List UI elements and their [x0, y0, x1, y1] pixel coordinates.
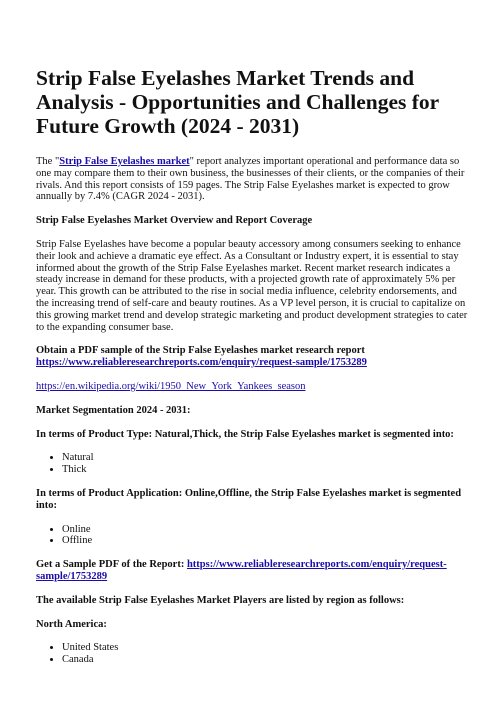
product-type-heading: In terms of Product Type: Natural,Thick, the Strip False Eyelashes market is segmented into: [36, 428, 454, 440]
list-item: • Online [62, 524, 468, 536]
page-title: Strip False Eyelashes Market Trends and Analysis - Opportunities and Challenges for Future Growth (2024 - 2031) [36, 66, 439, 138]
sample-request-link[interactable]: https://www.reliableresearchreports.com/enquiry/request-sample/1753289 [36, 357, 367, 369]
north-america-heading: North America: [36, 618, 107, 630]
sample-pdf-link[interactable]: https://www.reliableresearchreports.com/enquiry/request-sample/1753289 [36, 559, 447, 582]
market-link[interactable]: Strip False Eyelashes market [59, 156, 190, 167]
intro-suffix: " report analyzes important operational and performance data so one may compare them to their own business, the businesses of their clients, or the companies of their rivals. And this report consists of 159 pages. The Strip False Eyelashes market is expected to grow annually by 7.4% (CAGR 2024 - 2031). [36, 156, 465, 203]
wiki-link[interactable]: https://en.wikipedia.org/wiki/1950_New_York_Yankees_season [36, 380, 306, 392]
overview-heading: Strip False Eyelashes Market Overview and Report Coverage [36, 215, 313, 227]
sample-pdf-text: Get a Sample PDF of the Report: [36, 559, 187, 571]
list-item: • Natural [62, 452, 468, 464]
wiki-paragraph [36, 381, 468, 393]
overview-paragraph: Strip False Eyelashes have become a popular beauty accessory among consumers seeking to enhance their look and achieve a dramatic eye effect. As a Consultant or Industry expert, it is essential to stay informed about the growth of the Strip False Eyelashes market. Recent market research indicates a steady increase in demand for these products, with a projected growth rate of approximately 5% per year. This growth can be attributed to the rise in social media influence, celebrity endorsements, and the increasing trend of self-care and beauty routines. As a VP level person, it is crucial to capitalize on this growing market trend and develop strategic marketing and product development strategies to cater to the expanding consumer base. [36, 238, 468, 333]
intro-paragraph [36, 156, 468, 203]
players-heading: The available Strip False Eyelashes Market Players are listed by region as follows: [36, 594, 405, 606]
application-heading: In terms of Product Application: Online,Offline, the Strip False Eyelashes market is segmented into: [36, 487, 462, 511]
list-item: • Canada [62, 654, 468, 666]
intro-prefix: The " [36, 156, 60, 167]
sample-pdf-paragraph [36, 559, 468, 583]
sample-request-text: Obtain a PDF sample of the Strip False Eyelashes market research report [36, 345, 365, 357]
north-america-list [36, 642, 468, 666]
segmentation-heading: Market Segmentation 2024 - 2031: [36, 404, 191, 416]
list-item: • Offline [62, 535, 468, 547]
application-list [36, 524, 468, 548]
list-item: • Thick [62, 464, 468, 476]
sample-request-paragraph [36, 345, 468, 369]
product-type-list [36, 452, 468, 476]
list-item: • United States [62, 642, 468, 654]
